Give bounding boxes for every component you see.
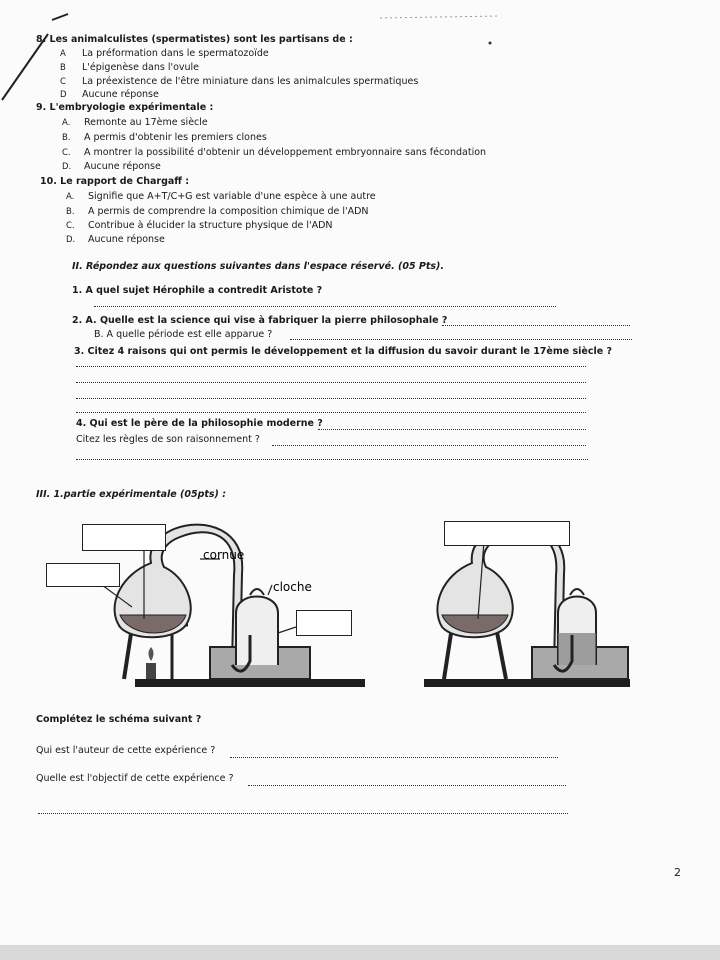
section2-question-4: 4. Qui est le père de la philosophie moderne ? — [76, 418, 323, 429]
base-plate — [424, 679, 630, 687]
option-text: Aucune réponse — [84, 161, 161, 172]
answer-line[interactable] — [38, 813, 568, 814]
option-letter: A — [60, 49, 66, 59]
option-text: Signifie que A+T/C+G est variable d'une espèce à une autre — [88, 191, 376, 202]
tripod-leg — [444, 627, 452, 679]
pointer-line — [268, 585, 272, 595]
pointer-line — [278, 627, 296, 633]
q9-option-b — [62, 132, 267, 143]
section2-question-2b: B. A quelle période est elle apparue ? — [94, 329, 273, 340]
option-letter: A. — [66, 192, 75, 202]
section-3-title: III. 1.partie expérimentale (05pts) : — [36, 489, 227, 500]
q10-option-a — [66, 191, 376, 202]
option-letter: A. — [62, 118, 71, 128]
question-9-title: 9. L'embryologie expérimentale : — [36, 102, 214, 113]
q10-option-d — [66, 234, 165, 245]
label-cornue: cornue — [203, 548, 245, 562]
q9-option-a — [62, 117, 208, 128]
option-text: Aucune réponse — [82, 89, 159, 100]
answer-line[interactable] — [272, 445, 586, 446]
label-blank-box[interactable] — [82, 524, 166, 551]
label-blank-box[interactable] — [46, 563, 120, 587]
option-text: L'épigenèse dans l'ovule — [82, 62, 200, 73]
label-cloche: cloche — [273, 580, 312, 594]
answer-line[interactable] — [76, 398, 586, 399]
instruction-complete-diagram: Complétez le schéma suivant ? — [36, 714, 202, 725]
flame-icon — [149, 647, 154, 661]
q9-option-c — [62, 147, 486, 158]
option-letter: D — [60, 90, 67, 100]
option-letter: D. — [62, 162, 72, 172]
option-text: La préformation dans le spermatozoïde — [82, 48, 269, 59]
bell-jar-knob — [570, 589, 584, 595]
option-letter: B — [60, 63, 66, 73]
answer-line[interactable] — [76, 366, 586, 367]
answer-line[interactable] — [76, 382, 586, 383]
section2-question-2a: 2. A. Quelle est la science qui vise à fabriquer la pierre philosophale ? — [72, 315, 448, 326]
option-text: La préexistence de l'être miniature dans les animalcules spermatiques — [82, 76, 419, 87]
burner — [146, 663, 156, 679]
answer-line[interactable] — [76, 412, 586, 413]
question-8-title: 8. Les animalculistes (spermatistes) sont les partisans de : — [36, 34, 353, 45]
base-plate — [135, 679, 365, 687]
section2-question-1: 1. A quel sujet Hérophile a contredit Aristote ? — [72, 285, 323, 296]
option-text: A permis d'obtenir les premiers clones — [84, 132, 267, 143]
label-blank-box[interactable] — [444, 521, 570, 546]
option-text: A permis de comprendre la composition chimique de l'ADN — [88, 206, 369, 217]
q9-option-d — [62, 161, 161, 172]
q8-option-b — [60, 62, 199, 73]
answer-line[interactable] — [442, 325, 630, 326]
option-letter: C — [60, 77, 66, 87]
q8-option-c — [60, 76, 418, 87]
option-text: Aucune réponse — [88, 234, 165, 245]
answer-line[interactable] — [76, 459, 588, 460]
q8-option-a — [60, 48, 269, 59]
q10-option-c — [66, 220, 333, 231]
answer-line[interactable] — [318, 429, 586, 430]
option-letter: B. — [66, 207, 75, 217]
q10-option-b — [66, 206, 369, 217]
bell-jar-water — [558, 633, 596, 665]
option-letter: C. — [62, 148, 71, 158]
section2-question-4b: Citez les règles de son raisonnement ? — [76, 434, 260, 445]
answer-line[interactable] — [290, 339, 632, 340]
question-author: Qui est l'auteur de cette expérience ? — [36, 745, 216, 756]
option-letter: D. — [66, 235, 76, 245]
bell-jar-knob — [250, 589, 264, 595]
question-objective: Quelle est l'objectif de cette expérience ? — [36, 773, 234, 784]
section2-question-3: 3. Citez 4 raisons qui ont permis le développement et la diffusion du savoir durant le 17ème siècle ? — [74, 346, 613, 357]
section-2-title: II. Répondez aux questions suivantes dans l'espace réservé. (05 Pts). — [72, 261, 444, 272]
answer-line[interactable] — [248, 785, 566, 786]
answer-line[interactable] — [94, 306, 556, 307]
option-text: Remonte au 17ème siècle — [84, 117, 208, 128]
scan-bottom-edge — [0, 945, 720, 960]
answer-line[interactable] — [230, 757, 558, 758]
option-text: A montrer la possibilité d'obtenir un développement embryonnaire sans fécondation — [84, 147, 487, 158]
page-number: 2 — [674, 866, 681, 879]
bell-jar — [236, 597, 278, 666]
option-letter: B. — [62, 133, 71, 143]
option-text: Contribue à élucider la structure physique de l'ADN — [88, 220, 333, 231]
question-10-title: 10. Le rapport de Chargaff : — [40, 176, 190, 187]
label-blank-box[interactable] — [296, 610, 352, 636]
q8-option-d — [60, 89, 159, 100]
option-letter: C. — [66, 221, 75, 231]
tripod-leg — [496, 627, 506, 679]
